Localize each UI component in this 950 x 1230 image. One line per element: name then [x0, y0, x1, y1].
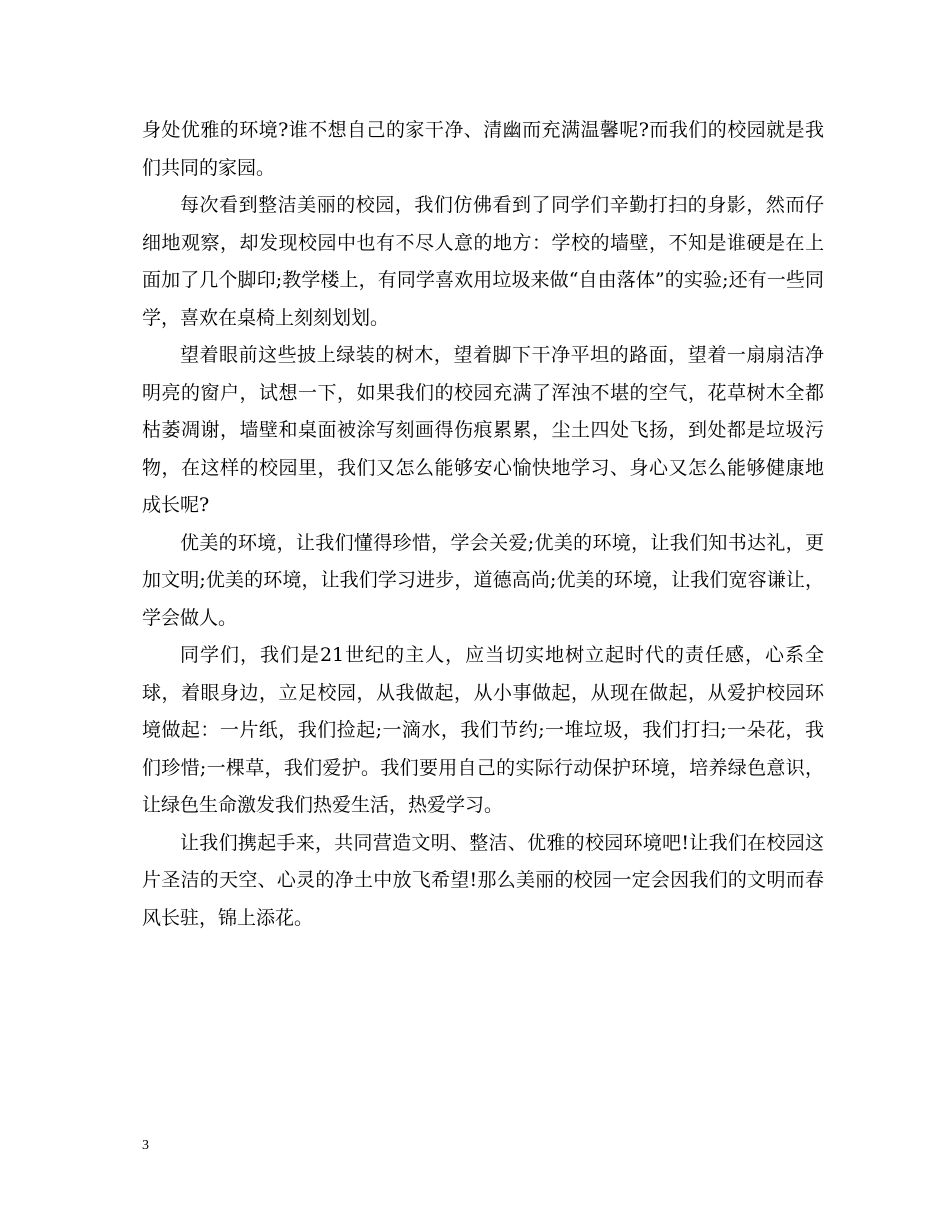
page-number: 3 [142, 1138, 149, 1153]
paragraph-responsibility: 同学们，我们是21世纪的主人，应当切实地树立起时代的责任感，心系全球，着眼身边，立足校园，从我做起，从小事做起，从现在做起，从爱护校园环境做起：一片纸，我们捡起;一滴水，我们节约;一堆垃圾，我们打扫;一朵花，我们珍惜;一棵草，我们爱护。我们要用自己的实际行动保护环境，培养绿色意识，让绿色生命激发我们热爱生活，热爱学习。 [142, 644, 824, 816]
paragraph-conclusion: 让我们携起手来，共同营造文明、整洁、优雅的校园环境吧!让我们在校园这片圣洁的天空、心灵的净土中放飞希望!那么美丽的校园一定会因我们的文明而春风长驻，锦上添花。 [142, 831, 824, 929]
body-text [142, 112, 824, 937]
paragraph-beautiful-environment: 优美的环境，让我们懂得珍惜，学会关爱;优美的环境，让我们知书达礼，更加文明;优美的环境，让我们学习进步，道德高尚;优美的环境，让我们宽容谦让，学会做人。 [142, 531, 824, 629]
paragraph-observation: 每次看到整洁美丽的校园，我们仿佛看到了同学们辛勤打扫的身影，然而仔细地观察，却发现校园中也有不尽人意的地方：学校的墙壁，不知是谁硬是在上面加了几个脚印;教学楼上，有同学喜欢用垃圾来做“自由落体”的实验;还有一些同学，喜欢在桌椅上刻刻划划。 [142, 194, 824, 329]
paragraph-continued: 身处优雅的环境?谁不想自己的家干净、清幽而充满温馨呢?而我们的校园就是我们共同的家园。 [142, 119, 824, 179]
paragraph-imagine: 望着眼前这些披上绿装的树木，望着脚下干净平坦的路面，望着一扇扇洁净明亮的窗户，试想一下，如果我们的校园充满了浑浊不堪的空气，花草树木全都枯萎凋谢，墙壁和桌面被涂写刻画得伤痕累累，尘土四处飞扬，到处都是垃圾污物，在这样的校园里，我们又怎么能够安心愉快地学习、身心又怎么能够健康地成长呢? [142, 344, 824, 516]
